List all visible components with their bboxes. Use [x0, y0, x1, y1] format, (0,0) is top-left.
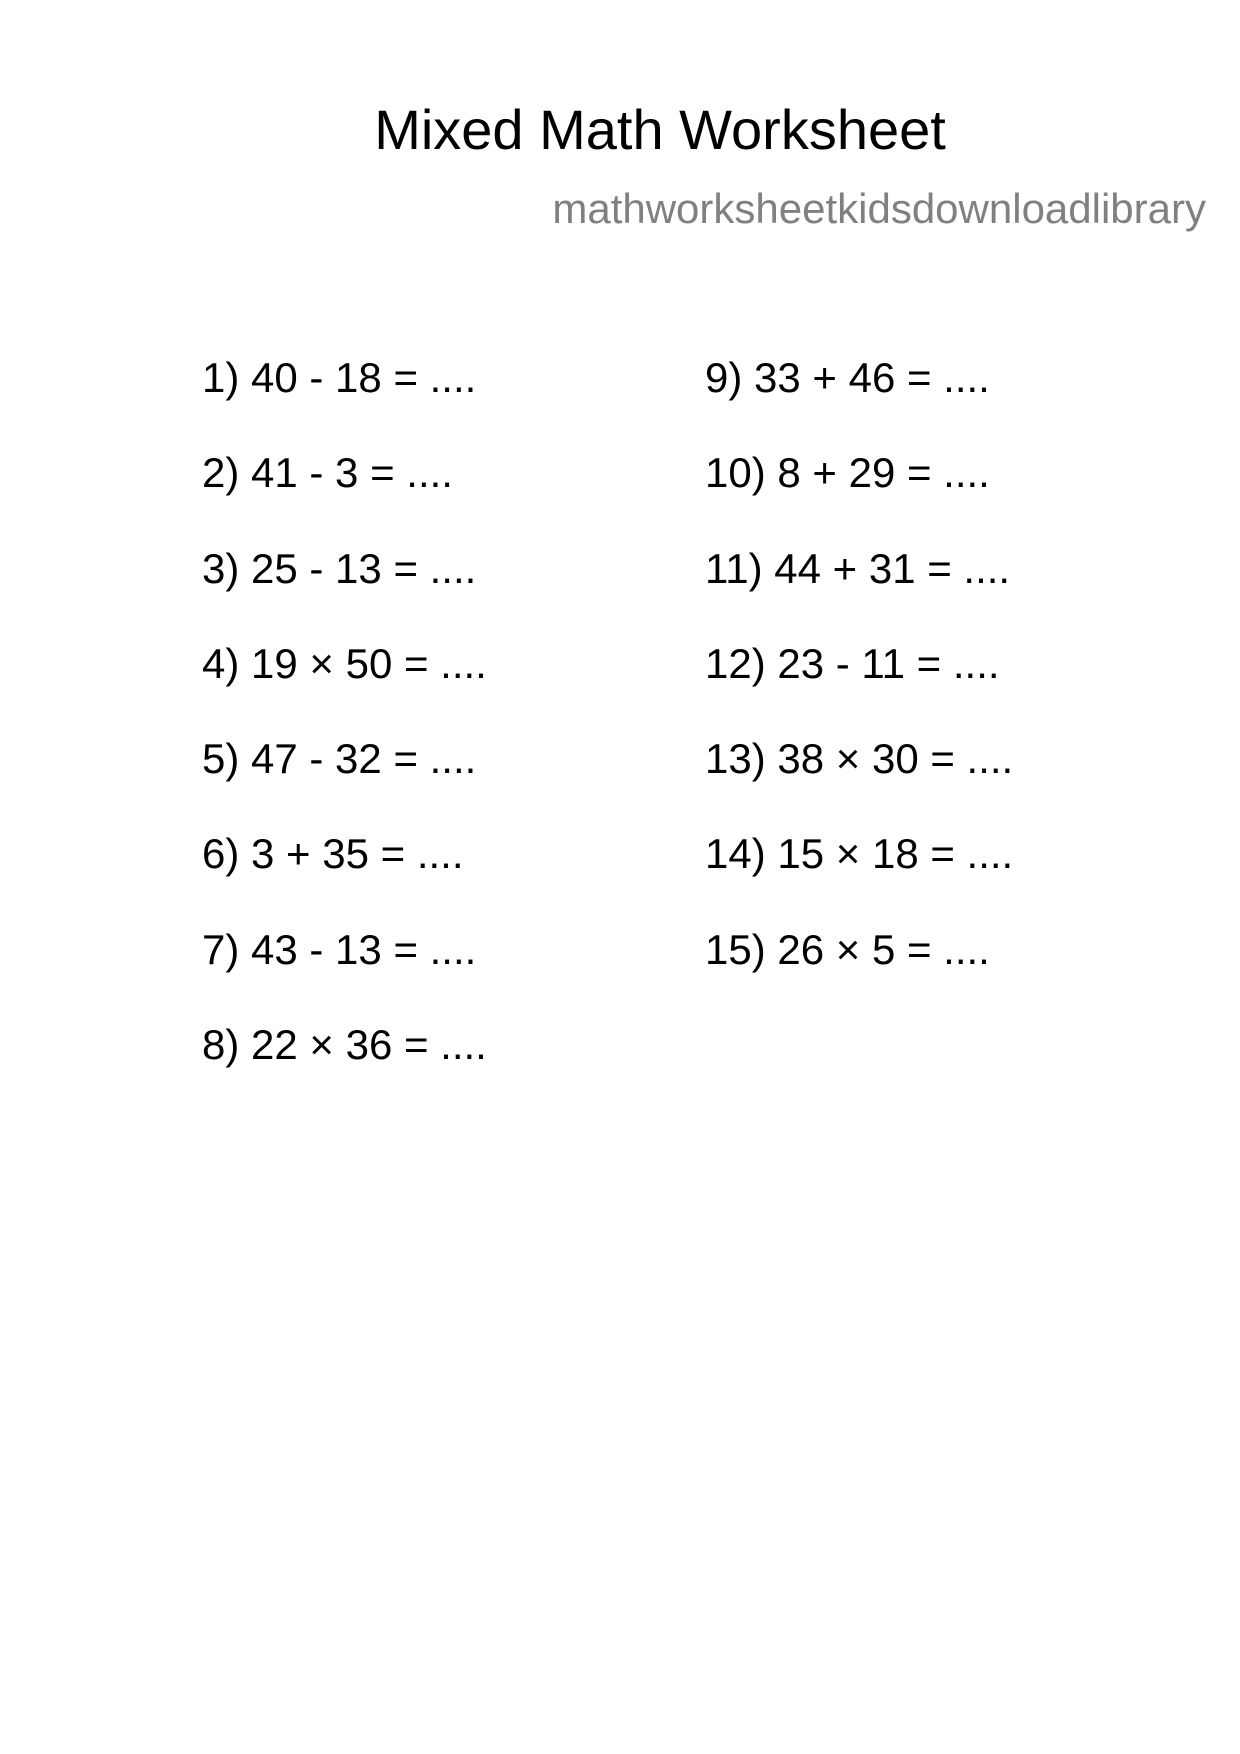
problem-9: 9) 33 + 46 = ....	[705, 354, 990, 401]
problems-column-left	[202, 354, 487, 1116]
problem-12: 12) 23 - 11 = ....	[705, 639, 1000, 687]
problem-1: 1) 40 - 18 = ....	[202, 354, 477, 401]
problem-14: 14) 15 × 18 = ....	[705, 830, 1014, 878]
problems-column-right	[705, 354, 1013, 1021]
page-title: Mixed Math Worksheet	[374, 98, 946, 161]
problem-7: 7) 43 - 13 = ....	[202, 925, 477, 973]
problem-6: 6) 3 + 35 = ....	[202, 830, 464, 878]
problem-3: 3) 25 - 13 = ....	[202, 544, 477, 592]
page-subtitle: mathworksheetkidsdownloadlibrary	[552, 185, 1206, 232]
problem-8: 8) 22 × 36 = ....	[202, 1021, 487, 1069]
problem-13: 13) 38 × 30 = ....	[705, 735, 1014, 783]
problem-15: 15) 26 × 5 = ....	[705, 925, 990, 973]
problem-5: 5) 47 - 32 = ....	[202, 735, 477, 783]
problem-4: 4) 19 × 50 = ....	[202, 639, 487, 687]
problem-2: 2) 41 - 3 = ....	[202, 449, 453, 497]
problem-10: 10) 8 + 29 = ....	[705, 449, 990, 497]
problem-11: 11) 44 + 31 = ....	[705, 544, 1011, 592]
